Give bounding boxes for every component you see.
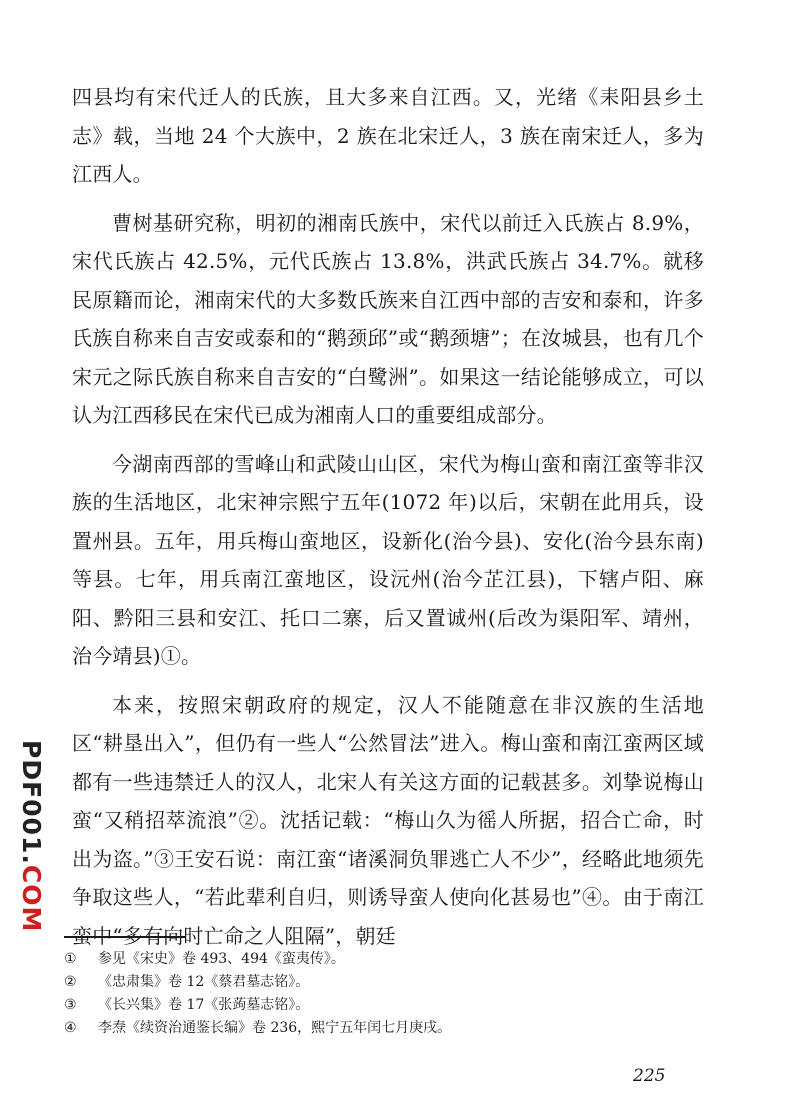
footnote-text: 《忠肃集》卷 12《蔡君墓志铭》。 — [98, 974, 310, 990]
footnote-2 — [64, 971, 714, 994]
site-watermark — [6, 740, 46, 932]
footnote-3 — [64, 994, 714, 1017]
page-number: 225 — [633, 1066, 666, 1086]
footnote-divider — [64, 936, 186, 938]
footnote-text: 参见《宋史》卷 493、494《蛮夷传》。 — [98, 951, 345, 967]
footnote-mark: ④ — [64, 1020, 77, 1036]
paragraph-3: 今湖南西部的雪峰山和武陵山山区，宋代为梅山蛮和南江蛮等非汉族的生活地区，北宋神宗熙宁五年(1072 年)以后，宋朝在此用兵，设置州县。五年，用兵梅山蛮地区，设新化(治今县)、安化(治今县东南)等县。七年，用兵南江蛮地区，设沅州(治今芷江县)，下辖卢阳、麻阳、黔阳三县和安江、托口二寨，后又置诚州(后改为渠阳军、靖州，治今靖县)①。 — [72, 451, 704, 668]
watermark-suffix: COM — [17, 864, 46, 933]
paragraph-4: 本来，按照宋朝政府的规定，汉人不能随意在非汉族的生活地区“耕垦出入”，但仍有一些人“公然冒法”进入。梅山蛮和南江蛮两区域都有一些违禁迁人的汉人，北宋人有关这方面的记载甚多。刘挚说梅山蛮“又稍招萃流浪”②。沈括记载：“梅山久为徭人所据，招合亡命，时出为盗。”③王安石说：南江蛮“诸溪洞负罪逃亡人不少”，经略此地须先争取这些人，“若此辈利自归，则诱导蛮人使向化甚易也”④。由于南江蛮中“多有向时亡命之人阻隔”，朝廷 — [72, 692, 704, 948]
footnote-mark: ② — [64, 974, 77, 990]
paragraph-2: 曹树基研究称，明初的湘南氏族中，宋代以前迁入氏族占 8.9%，宋代氏族占 42.5%，元代氏族占 13.8%，洪武氏族占 34.7%。就移民原籍而论，湘南宋代的大多数氏族来自江西中部的吉安和泰和，许多氏族自称来自吉安或泰和的“鹅颈邱”或“鹅颈塘”；在汝城县，也有几个宋元之际氏族自称来自吉安的“白鹭洲”。如果这一结论能够成立，可以认为江西移民在宋代已成为湘南人口的重要组成部分。 — [72, 210, 704, 427]
footnote-mark: ③ — [64, 997, 77, 1013]
watermark-prefix: PDF001. — [17, 740, 46, 865]
footnote-4 — [64, 1017, 714, 1040]
paragraph-1: 四县均有宋代迁人的氏族，且大多来自江西。又，光绪《耒阳县乡土志》载，当地 24 个大族中，2 族在北宋迁人，3 族在南宋迁人，多为江西人。 — [72, 85, 704, 186]
footnote-text: 《长兴集》卷 17《张蒟墓志铭》。 — [98, 997, 310, 1013]
footnote-1 — [64, 948, 714, 971]
footnote-text: 李焘《续资治通鉴长编》卷 236，熙宁五年闰七月庚戌。 — [98, 1020, 452, 1036]
footnotes — [64, 948, 714, 1040]
footnote-mark: ① — [64, 951, 77, 967]
page-body — [72, 78, 704, 965]
